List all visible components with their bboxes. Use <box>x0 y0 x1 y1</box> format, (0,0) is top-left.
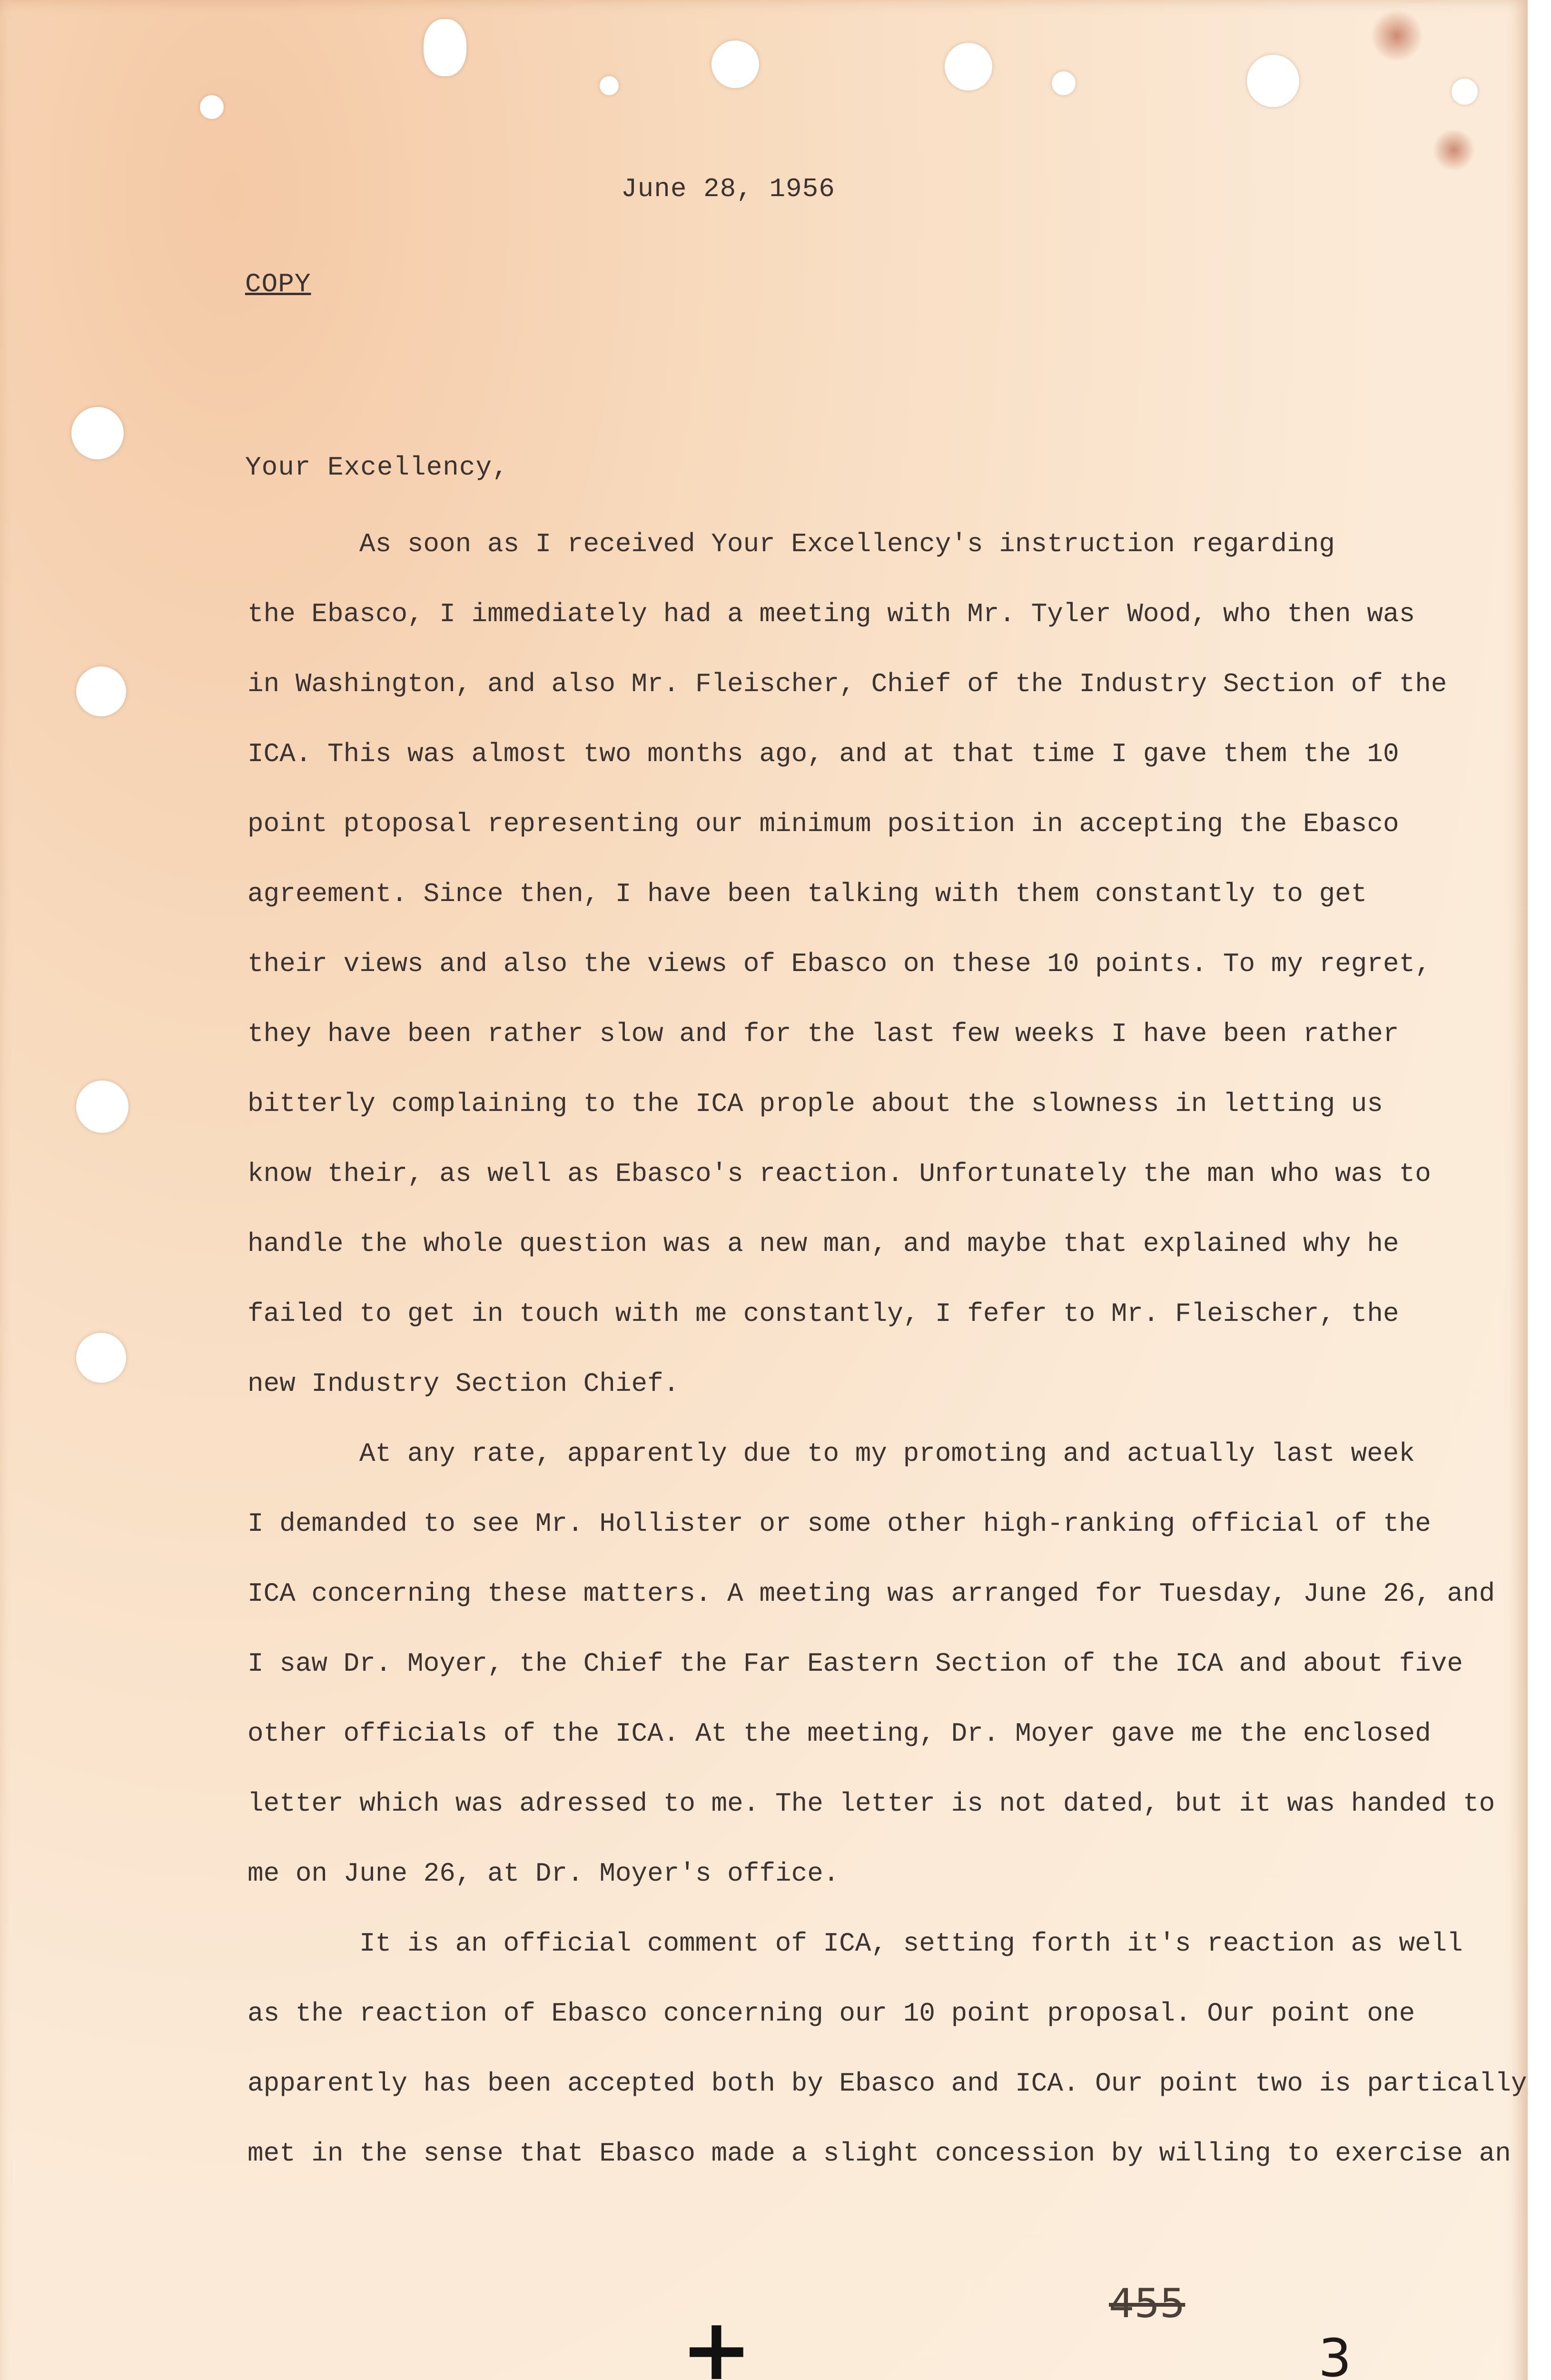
copy-label: COPY <box>245 269 311 299</box>
body-line: the Ebasco, I immediately had a meeting with Mr. Tyler Wood, who then was <box>247 599 1415 629</box>
punch-hole <box>711 40 759 88</box>
punch-hole <box>1052 71 1076 95</box>
body-line: in Washington, and also Mr. Fleischer, Chief of the Industry Section of the <box>247 669 1447 699</box>
body-line: as the reaction of Ebasco concerning our 10 point proposal. Our point one <box>247 1998 1415 2029</box>
body-line: ICA. This was almost two months ago, and at that time I gave them the 10 <box>247 739 1399 769</box>
body-line: know their, as well as Ebasco's reaction. Unfortunately the man who was to <box>247 1159 1431 1189</box>
punch-hole <box>424 19 466 76</box>
body-line: failed to get in touch with me constantly, I fefer to Mr. Fleischer, the <box>247 1299 1399 1329</box>
body-line: ICA concerning these matters. A meeting was arranged for Tuesday, June 26, and <box>247 1578 1495 1609</box>
body-line: point ptoposal representing our minimum position in accepting the Ebasco <box>247 809 1399 839</box>
body-line: me on June 26, at Dr. Moyer's office. <box>247 1858 840 1889</box>
body-line: their views and also the views of Ebasco on these 10 points. To my regret, <box>247 949 1431 979</box>
handwritten-mark: + <box>681 2299 752 2380</box>
page-number: 3 <box>1318 2328 1352 2380</box>
body-line: As soon as I received Your Excellency's instruction regarding <box>359 529 1335 559</box>
rust-stain <box>1371 10 1423 62</box>
body-line: It is an official comment of ICA, setting forth it's reaction as well <box>359 1928 1463 1959</box>
body-line: bitterly complaining to the ICA prople about the slowness in letting us <box>247 1089 1383 1119</box>
body-line: handle the whole question was a new man, and maybe that explained why he <box>247 1229 1399 1259</box>
body-line: I saw Dr. Moyer, the Chief the Far Eastern Section of the ICA and about five <box>247 1648 1463 1679</box>
body-line: letter which was adressed to me. The letter is not dated, but it was handed to <box>247 1788 1495 1819</box>
punch-hole <box>945 43 992 90</box>
salutation: Your Excellency, <box>245 452 509 483</box>
body-line: new Industry Section Chief. <box>247 1368 680 1399</box>
punch-hole <box>600 76 619 95</box>
punch-hole <box>76 1081 128 1133</box>
letter-body <box>247 509 1532 2189</box>
body-line: agreement. Since then, I have been talking with them constantly to get <box>247 879 1367 909</box>
body-line: met in the sense that Ebasco made a slight concession by willing to exercise an <box>247 2138 1511 2169</box>
body-line: they have been rather slow and for the last few weeks I have been rather <box>247 1019 1399 1049</box>
struck-page-number: 455 <box>1109 2280 1185 2327</box>
body-line: other officials of the ICA. At the meeting, Dr. Moyer gave me the enclosed <box>247 1718 1431 1749</box>
body-line: apparently has been accepted both by Ebasco and ICA. Our point two is partically <box>247 2068 1527 2099</box>
punch-hole <box>1247 55 1299 107</box>
punch-hole <box>76 666 126 716</box>
punch-hole <box>76 1333 126 1383</box>
punch-hole <box>200 95 224 119</box>
letter-date: June 28, 1956 <box>621 174 835 204</box>
punch-hole <box>1452 79 1478 105</box>
body-line: At any rate, apparently due to my promoting and actually last week <box>359 1438 1415 1469</box>
rust-stain <box>1432 129 1475 171</box>
punch-hole <box>71 407 124 459</box>
body-line: I demanded to see Mr. Hollister or some other high-ranking official of the <box>247 1508 1431 1539</box>
